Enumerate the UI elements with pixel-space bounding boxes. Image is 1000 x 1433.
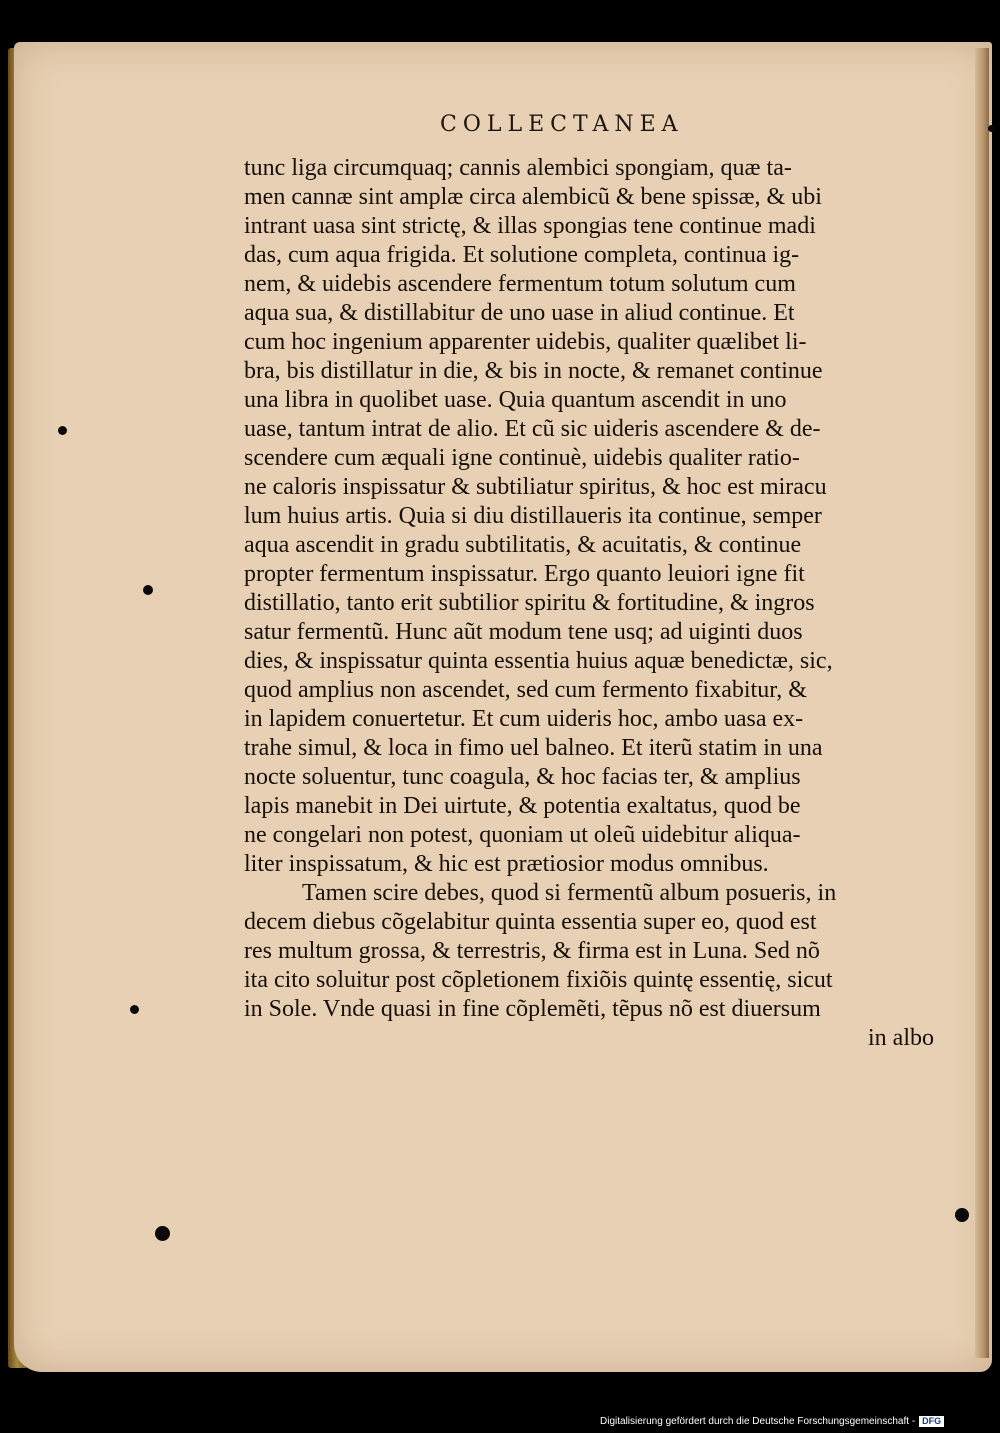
text-line: satur fermentũ. Hunc aũt modum tene usq; ad uiginti duos — [244, 619, 803, 645]
binding-hole-dot — [130, 1005, 139, 1014]
credit-text: Digitalisierung gefördert durch die Deutsche Forschungsgemeinschaft - — [600, 1416, 916, 1428]
text-line: bra, bis distillatur in die, & bis in nocte, & remanet continue — [244, 358, 823, 384]
text-line: una libra in quolibet uase. Quia quantum ascendit in uno — [244, 387, 787, 413]
text-line: aqua sua, & distillabitur de uno uase in aliud continue. Et — [244, 300, 795, 326]
binding-hole-dot — [58, 426, 67, 435]
text-line: uase, tantum intrat de alio. Et cũ sic uideris ascendere & de- — [244, 416, 821, 442]
text-line: cum hoc ingenium apparenter uidebis, qualiter quælibet li- — [244, 329, 807, 355]
text-line: res multum grossa, & terrestris, & firma est in Luna. Sed nõ — [244, 938, 820, 964]
binding-hole-dot — [988, 125, 995, 132]
text-line: liter inspissatum, & hic est prætiosior modus omnibus. — [244, 851, 769, 877]
text-line: tunc liga circumquaq; cannis alembici spongiam, quæ ta- — [244, 155, 792, 181]
text-line: ita cito soluitur post cõpletionem fixiõis quintę essentię, sicut — [244, 967, 833, 993]
text-line: scendere cum æquali igne continuè, uidebis qualiter ratio- — [244, 445, 800, 471]
text-line: decem diebus cõgelabitur quinta essentia super eo, quod est — [244, 909, 817, 935]
dfg-logo: DFG — [919, 1416, 944, 1427]
text-line: lapis manebit in Dei uirtute, & potentia exaltatus, quod be — [244, 793, 801, 819]
text-line-paragraph-start: Tamen scire debes, quod si fermentũ album posueris, in — [302, 880, 837, 906]
binding-hole-dot — [155, 1226, 170, 1241]
text-line: das, cum aqua frigida. Et solutione completa, continua ig- — [244, 242, 800, 268]
text-line: in lapidem conuertetur. Et cum uideris hoc, ambo uasa ex- — [244, 706, 804, 732]
page-edge — [975, 48, 989, 1358]
text-line: propter fermentum inspissatur. Ergo quanto leuiori igne fit — [244, 561, 805, 587]
running-head: COLLECTANEA — [440, 112, 684, 137]
text-line: intrant uasa sint strictę, & illas spongias tene continue madi — [244, 213, 816, 239]
text-line: dies, & inspissatur quinta essentia huius aquæ benedictæ, sic, — [244, 648, 833, 674]
text-line: nocte soluentur, tunc coagula, & hoc facias ter, & amplius — [244, 764, 801, 790]
text-line: quod amplius non ascendet, sed cum fermento fixabitur, & — [244, 677, 807, 703]
text-line: trahe simul, & loca in fimo uel balneo. Et iterũ statim in una — [244, 735, 823, 761]
binding-hole-dot — [955, 1208, 969, 1222]
text-line: nem, & uidebis ascendere fermentum totum solutum cum — [244, 271, 796, 297]
digitization-credit — [600, 1416, 944, 1427]
catchword: in albo — [868, 1025, 934, 1051]
text-line: ne caloris inspissatur & subtiliatur spiritus, & hoc est miracu — [244, 474, 827, 500]
text-line: lum huius artis. Quia si diu distillaueris ita continue, semper — [244, 503, 822, 529]
text-line: ne congelari non potest, quoniam ut oleũ uidebitur aliqua- — [244, 822, 801, 848]
text-line: in Sole. Vnde quasi in fine cõplemẽti, tẽpus nõ est diuersum — [244, 996, 821, 1022]
text-line: men cannæ sint amplæ circa alembicũ & bene spissæ, & ubi — [244, 184, 822, 210]
text-line: aqua ascendit in gradu subtilitatis, & acuitatis, & continue — [244, 532, 802, 558]
binding-hole-dot — [143, 585, 153, 595]
text-block — [244, 154, 934, 1053]
text-line: distillatio, tanto erit subtilior spiritu & fortitudine, & ingros — [244, 590, 815, 616]
